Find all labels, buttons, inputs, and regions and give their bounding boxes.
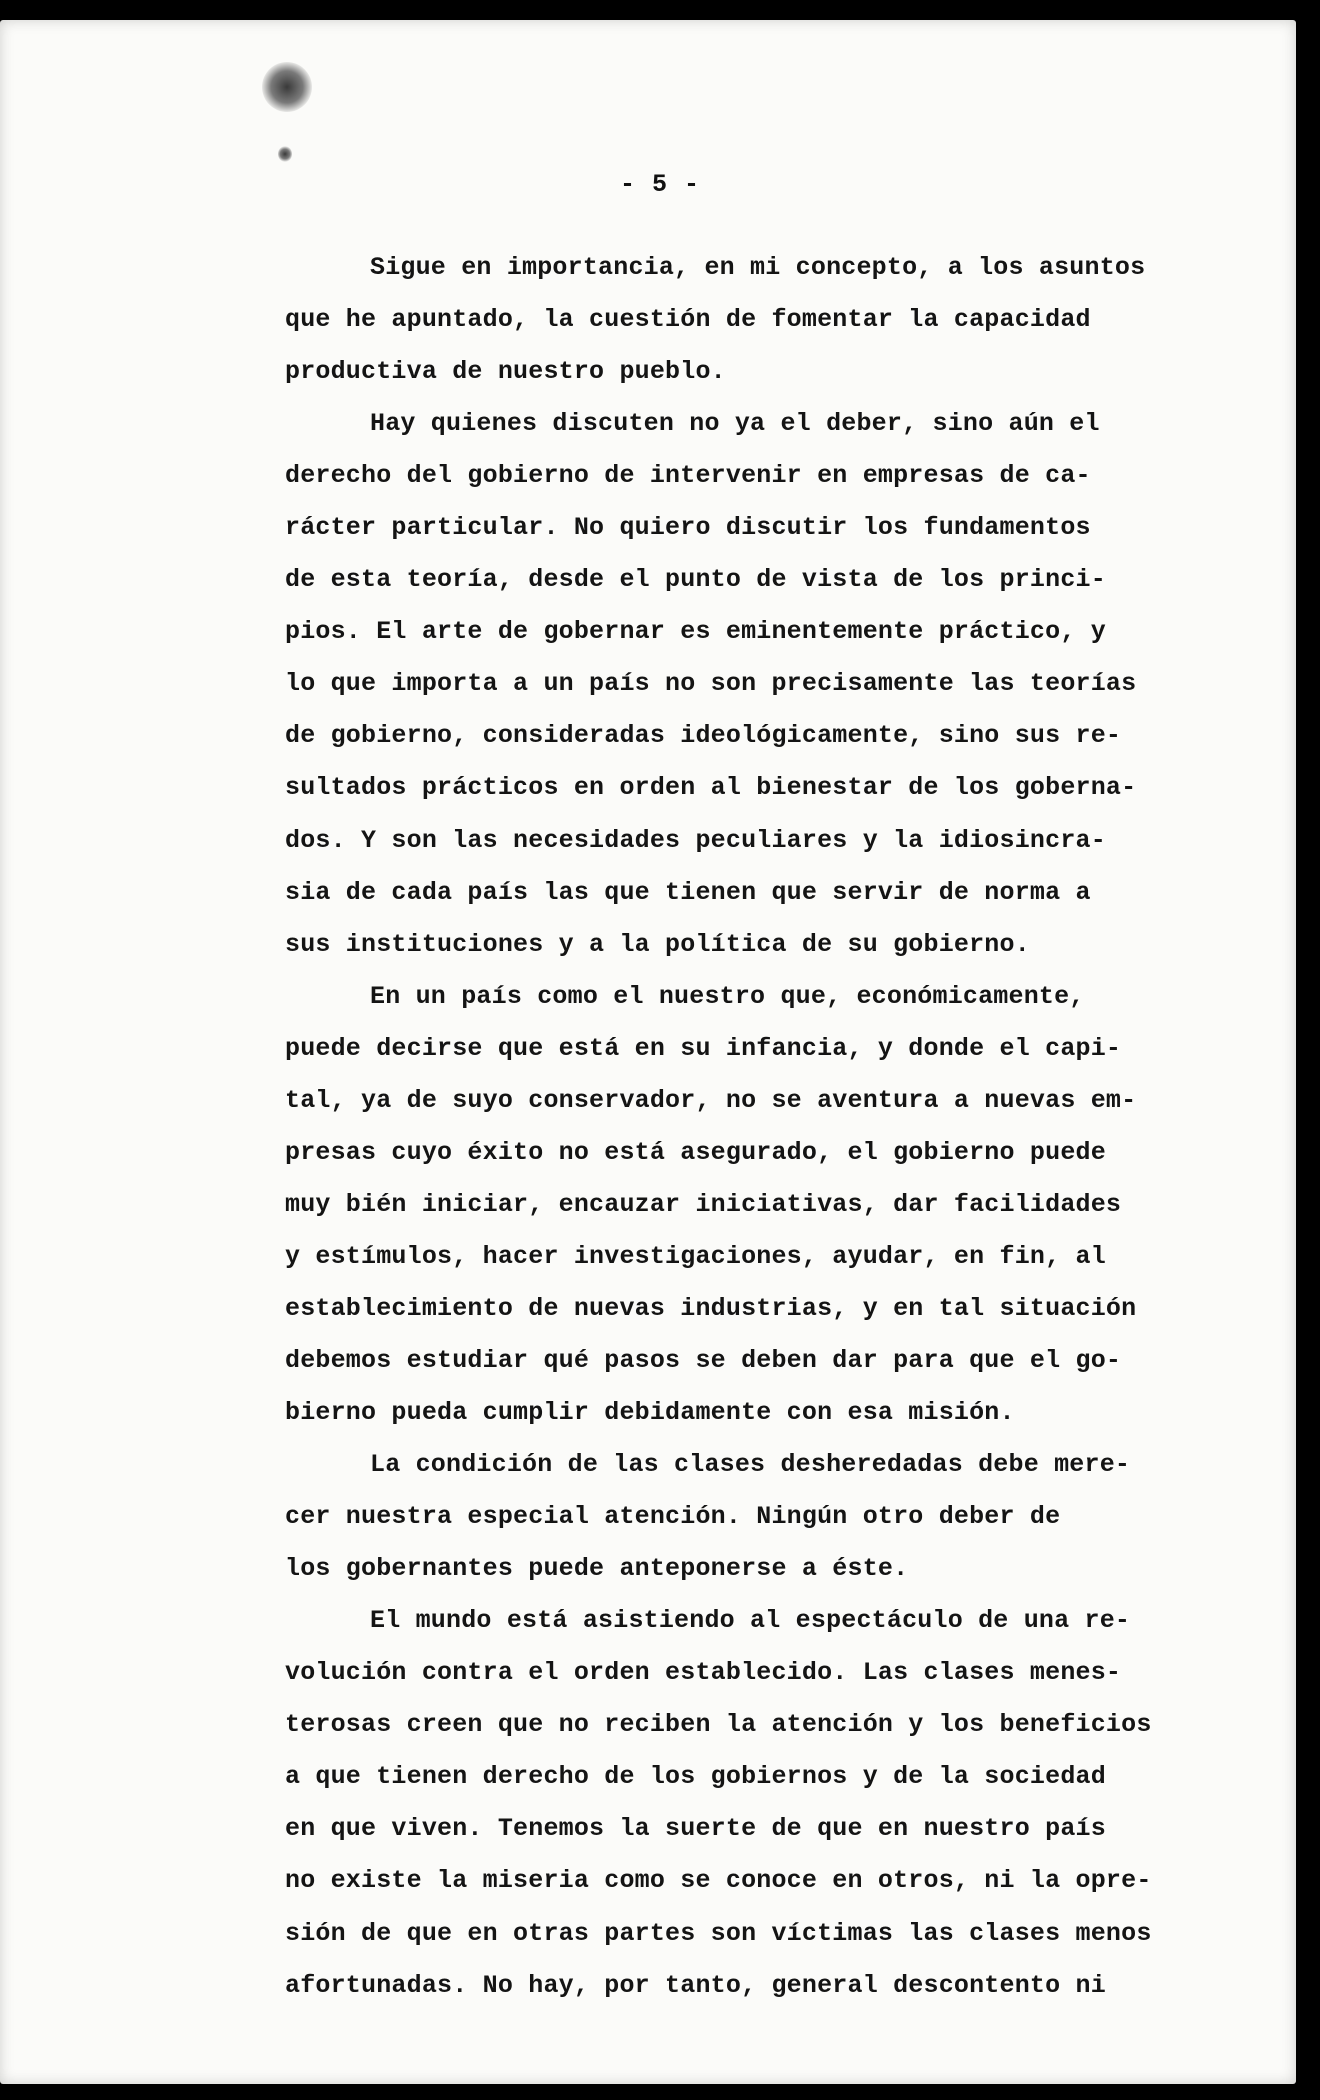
ink-speck — [278, 146, 292, 162]
text-line: derecho del gobierno de intervenir en empresas de ca- — [285, 461, 1091, 491]
text-line: terosas creen que no reciben la atención y los beneficios — [285, 1710, 1152, 1740]
text-line: En un país como el nuestro que, económicamente, — [370, 981, 1085, 1011]
text-line: volución contra el orden establecido. Las clases menes- — [285, 1658, 1122, 1688]
text-line: La condición de las clases desheredadas debe mere- — [370, 1450, 1131, 1480]
text-line: y estímulos, hacer investigaciones, ayudar, en fin, al — [285, 1241, 1106, 1271]
text-line: lo que importa a un país no son precisamente las teorías — [285, 669, 1137, 699]
text-line: de esta teoría, desde el punto de vista de los princi- — [285, 565, 1106, 595]
text-line: los gobernantes puede anteponerse a éste. — [285, 1554, 909, 1584]
page-number: - 5 - — [619, 170, 700, 199]
text-line: muy bién iniciar, encauzar iniciativas, dar facilidades — [285, 1189, 1122, 1219]
text-line: El mundo está asistiendo al espectáculo de una re- — [370, 1606, 1131, 1636]
text-line: Sigue en importancia, en mi concepto, a los asuntos — [370, 253, 1146, 282]
paragraph — [285, 1595, 1185, 2011]
text-line: productiva de nuestro pueblo. — [285, 357, 726, 387]
text-line: que he apuntado, la cuestión de fomentar la capacidad — [285, 305, 1091, 335]
text-line: establecimiento de nuevas industrias, y en tal situación — [285, 1293, 1137, 1323]
paragraph — [285, 971, 1185, 1439]
text-line: pios. El arte de gobernar es eminentemente práctico, y — [285, 617, 1106, 647]
text-line: no existe la miseria como se conoce en otros, ni la opre- — [285, 1866, 1152, 1896]
text-line: Hay quienes discuten no ya el deber, sino aún el — [370, 409, 1100, 439]
ink-smudge — [262, 62, 312, 112]
text-line: en que viven. Tenemos la suerte de que en nuestro país — [285, 1814, 1106, 1844]
body-text — [285, 242, 1185, 2012]
text-line: puede decirse que está en su infancia, y donde el capi- — [285, 1033, 1122, 1063]
paragraph — [285, 242, 1185, 398]
text-line: debemos estudiar qué pasos se deben dar para que el go- — [285, 1345, 1122, 1375]
text-line: dos. Y son las necesidades peculiares y la idiosincra- — [285, 825, 1106, 855]
text-line: afortunadas. No hay, por tanto, general descontento ni — [285, 1970, 1106, 2000]
text-line: a que tienen derecho de los gobiernos y de la sociedad — [285, 1762, 1106, 1792]
text-line: de gobierno, consideradas ideológicamente, sino sus re- — [285, 721, 1122, 751]
text-line: bierno pueda cumplir debidamente con esa misión. — [285, 1398, 1015, 1428]
text-line: rácter particular. No quiero discutir los fundamentos — [285, 513, 1091, 543]
text-line: sión de que en otras partes son víctimas las clases menos — [285, 1918, 1152, 1948]
text-line: presas cuyo éxito no está asegurado, el gobierno puede — [285, 1137, 1106, 1167]
paragraph — [285, 398, 1185, 971]
text-line: cer nuestra especial atención. Ningún otro deber de — [285, 1502, 1061, 1532]
text-line: sultados prácticos en orden al bienestar de los goberna- — [285, 773, 1137, 803]
typewritten-page — [0, 20, 1296, 2084]
text-line: tal, ya de suyo conservador, no se aventura a nuevas em- — [285, 1085, 1137, 1115]
text-line: sia de cada país las que tienen que servir de norma a — [285, 877, 1091, 907]
paragraph — [285, 1439, 1185, 1595]
text-line: sus instituciones y a la política de su gobierno. — [285, 929, 1030, 959]
